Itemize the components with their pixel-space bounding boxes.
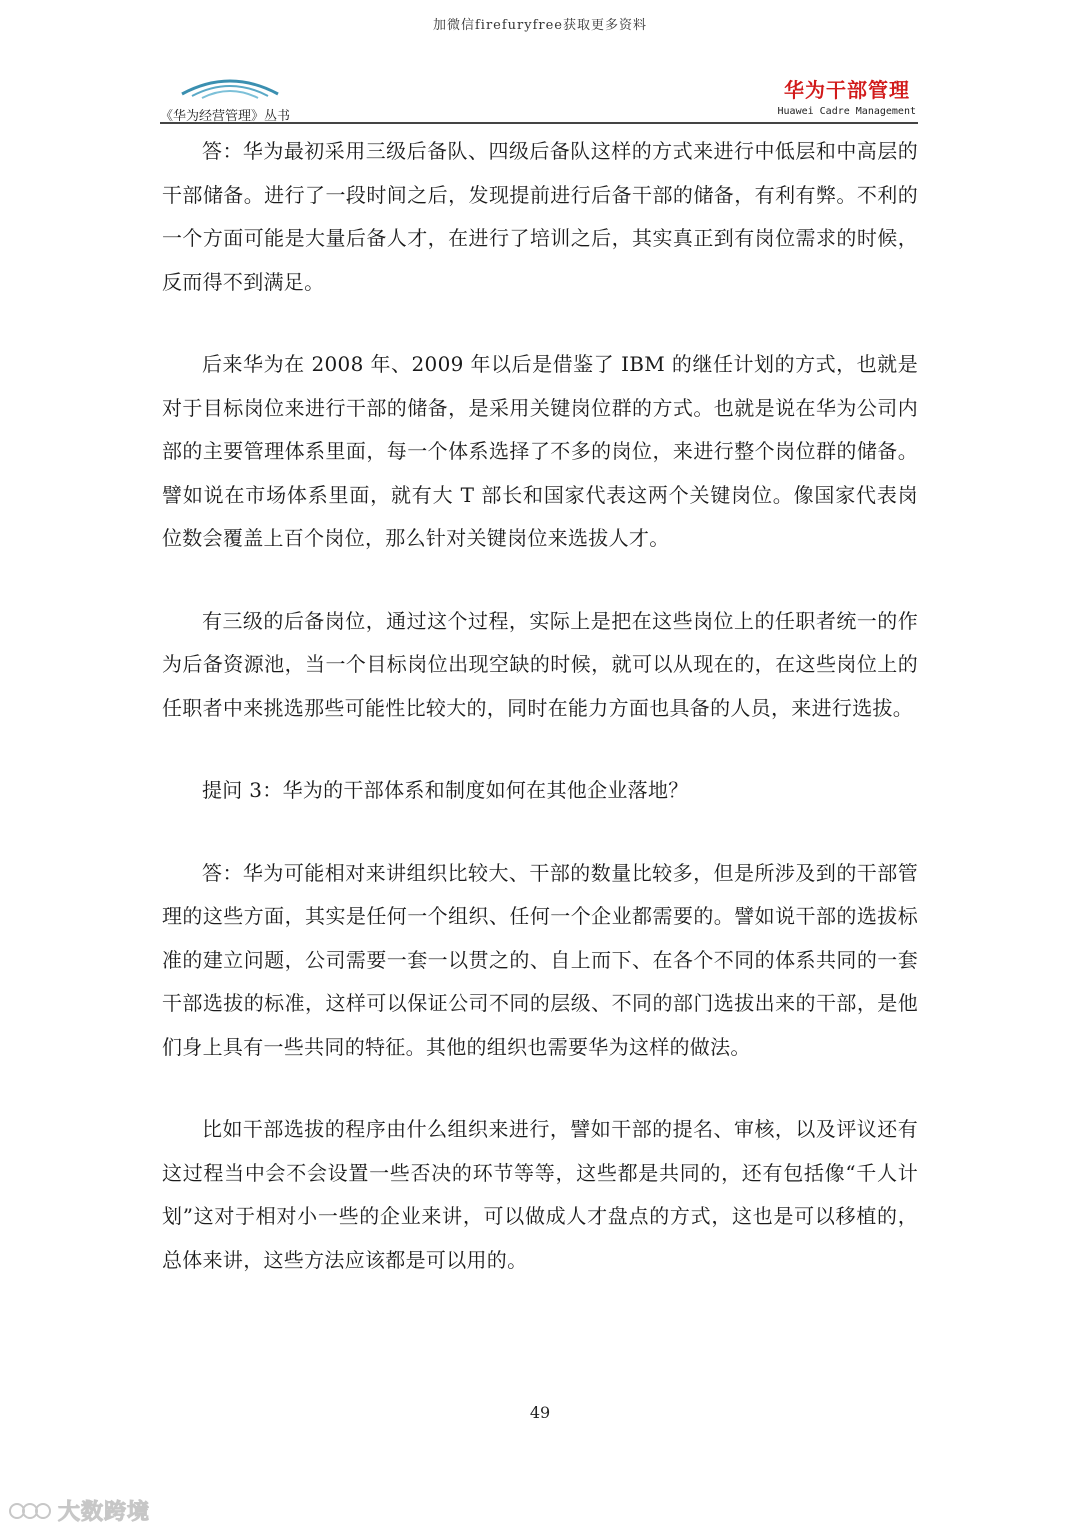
paragraph-question-3: 提问 3：华为的干部体系和制度如何在其他企业落地？ — [202, 778, 689, 802]
page-header — [160, 70, 918, 122]
watermark — [8, 1495, 150, 1525]
brand-title-en: Huawei Cadre Management — [777, 106, 916, 117]
watermark-logo-icon — [8, 1497, 52, 1523]
page-number: 49 — [529, 1403, 551, 1422]
paragraph-selection-procedure: 比如干部选拔的程序由什么组织来进行，譬如干部的提名、审核，以及评议还有这过程当中会不会设置一些否决的环节等等，这些都是共同的，还有包括像“千人计划”这对于相对小一些的企业来讲，可以做成人才盘点的方式，这也是可以移植的，总体来讲，这些方法应该都是可以用的。 — [162, 1117, 918, 1272]
paragraph-succession-plan: 后来华为在 2008 年、2009 年以后是借鉴了 IBM 的继任计划的方式，也就是对于目标岗位来进行干部的储备，是采用关键岗位群的方式。也就是说在华为公司内部的主要管理体系里面，每一个体系选择了不多的岗位，来进行整个岗位群的储备。譬如说在市场体系里面，就有大 T 部长和国家代表这两个关键岗位。像国家代表岗位数会覆盖上百个岗位，那么针对关键岗位来选拔人才。 — [162, 352, 918, 550]
top-note: 加微信firefuryfree获取更多资料 — [432, 18, 648, 33]
page-body — [162, 130, 918, 1321]
mountain-logo-icon — [180, 74, 280, 100]
watermark-text: 大数跨境 — [58, 1499, 151, 1525]
paragraph-answer-1: 答：华为最初采用三级后备队、四级后备队这样的方式来进行中低层和中高层的干部储备。进行了一段时间之后，发现提前进行后备干部的储备，有利有弊。不利的一个方面可能是大量后备人才，在进行了培训之后，其实真正到有岗位需求的时候，反而得不到满足。 — [162, 139, 918, 294]
header-divider — [160, 122, 918, 124]
paragraph-reserve-pool: 有三级的后备岗位，通过这个过程，实际上是把在这些岗位上的任职者统一的作为后备资源池，当一个目标岗位出现空缺的时候，就可以从现在的，在这些岗位上的任职者中来挑选那些可能性比较大的，同时在能力方面也具备的人员，来进行选拔。 — [162, 608, 918, 720]
series-title: 《华为经营管理》丛书 — [160, 109, 291, 124]
paragraph-answer-3: 答：华为可能相对来讲组织比较大、干部的数量比较多，但是所涉及到的干部管理的这些方面，其实是任何一个组织、任何一个企业都需要的。譬如说干部的选拔标准的建立问题，公司需要一套一以贯之的、自上而下、在各个不同的体系共同的一套干部选拔的标准，这样可以保证公司不同的层级、不同的部门选拔出来的干部，是他们身上具有一些共同的特征。其他的组织也需要华为这样的做法。 — [162, 860, 918, 1059]
brand-title-cn: 华为干部管理 — [784, 78, 910, 102]
